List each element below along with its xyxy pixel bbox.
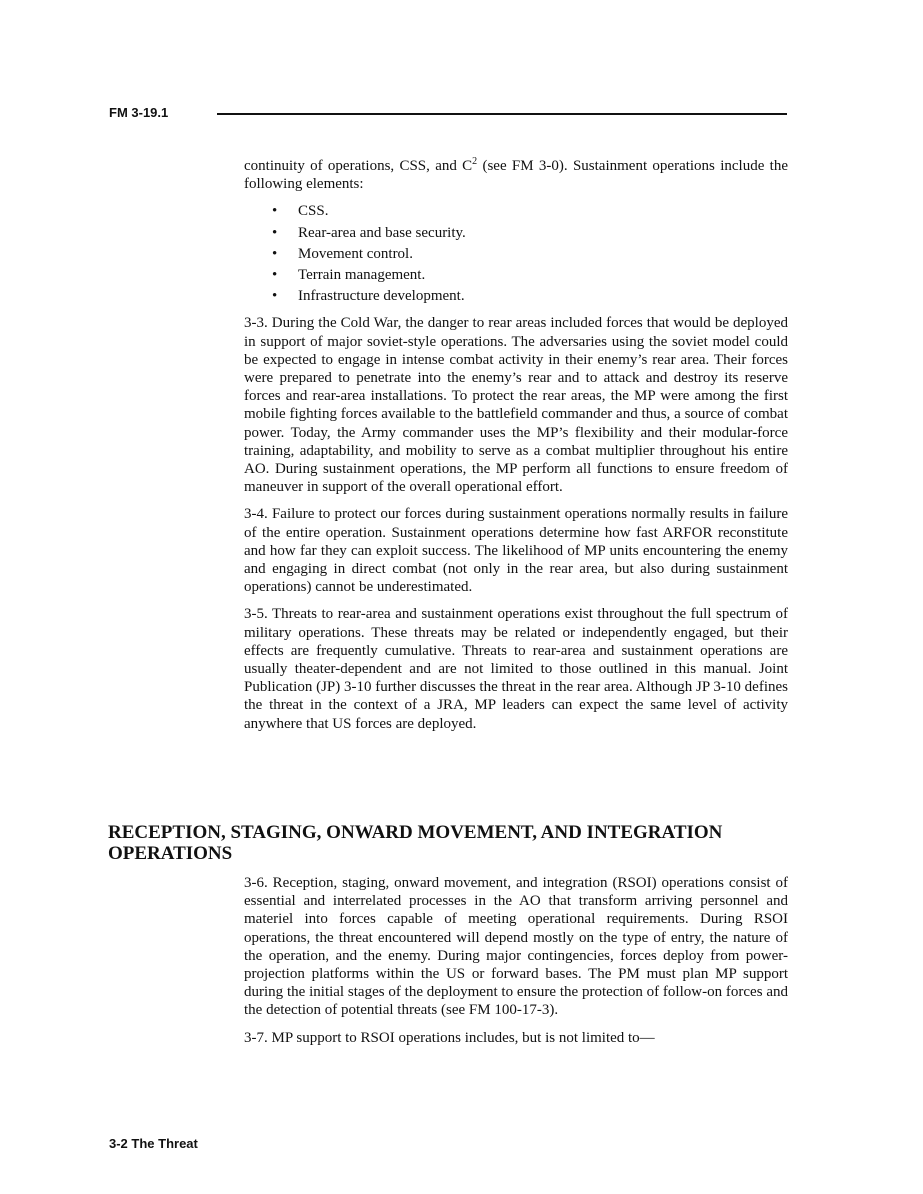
- page-footer: 3-2 The Threat: [109, 1136, 198, 1151]
- body-column: [244, 157, 788, 742]
- paragraph-3-5: 3-5. Threats to rear-area and sustainment operations exist throughout the full spectrum of military operations. These threats may be related or independently engaged, but their effects are frequently cumulative. Threats to rear-area and sustainment operations are usually theater-dependent and are not limited to those outlined in this manual. Joint Publication (JP) 3-10 further discusses the threat in the rear area. Although JP 3-10 defines the threat in the context of a JRA, MP leaders can expect the same level of activity anywhere that US forces are deployed.: [244, 606, 788, 732]
- body-column-section: [244, 874, 788, 1056]
- list-item: • Infrastructure development.: [244, 287, 788, 305]
- continuation-superscript: 2: [472, 156, 478, 167]
- continuation-tail: (see FM 3-0). Sustainment operations include the following elements:: [244, 158, 788, 193]
- continuation-paragraph: [244, 157, 788, 193]
- paragraph-3-4: 3-4. Failure to protect our forces during sustainment operations normally results in failure of the entire operation. Sustainment operations determine how fast ARFOR reconstitute and how far they can exploit success. The likelihood of MP units encountering the enemy and engaging in direct combat (not only in the rear area, but also during sustainment operations) cannot be underestimated.: [244, 506, 788, 596]
- list-item: • Terrain management.: [244, 266, 788, 284]
- paragraph-3-3: 3-3. During the Cold War, the danger to rear areas included forces that would be deployed in support of major soviet-style operations. The adversaries using the soviet model could be expected to engage in intense combat activity in their enemy’s rear area. Their forces were prepared to penetrate into the enemy’s rear and to attack and destroy its reserve forces and rear-area installations. To protect the rear areas, the MP were among the first mobile fighting forces available to the battlefield commander and thus, a source of combat power. Today, the Army commander uses the MP’s flexibility and their modular-force training, adaptability, and mobility to serve as a combat multiplier throughout his entire AO. During sustainment operations, the MP perform all functions to ensure freedom of maneuver in support of the overall operational effort.: [244, 315, 788, 496]
- elements-list: [244, 202, 788, 305]
- list-item: • Rear-area and base security.: [244, 224, 788, 242]
- paragraph-3-7: 3-7. MP support to RSOI operations includes, but is not limited to—: [244, 1029, 655, 1046]
- section-heading: RECEPTION, STAGING, ONWARD MOVEMENT, AND INTEGRATION OPERATIONS: [108, 822, 723, 864]
- list-item: • CSS.: [244, 202, 788, 220]
- continuation-lead: continuity of operations, CSS, and C: [244, 158, 473, 174]
- paragraph-3-6: 3-6. Reception, staging, onward movement, and integration (RSOI) operations consist of essential and interrelated processes in the AO that transform arriving personnel and materiel into forces capable of meeting operational requirements. During RSOI operations, the threat encountered will depend mostly on the type of entry, the nature of the operation, and the enemy. During major contingencies, forces deploy from power-projection platforms within the US or forward bases. The PM must plan MP support during the initial stages of the deployment to ensure the protection of follow-on forces and the detection of potential threats (see FM 100-17-3).: [244, 875, 788, 1019]
- page-header: FM 3-19.1: [109, 105, 169, 120]
- list-item: • Movement control.: [244, 245, 788, 263]
- header-rule: [217, 113, 787, 115]
